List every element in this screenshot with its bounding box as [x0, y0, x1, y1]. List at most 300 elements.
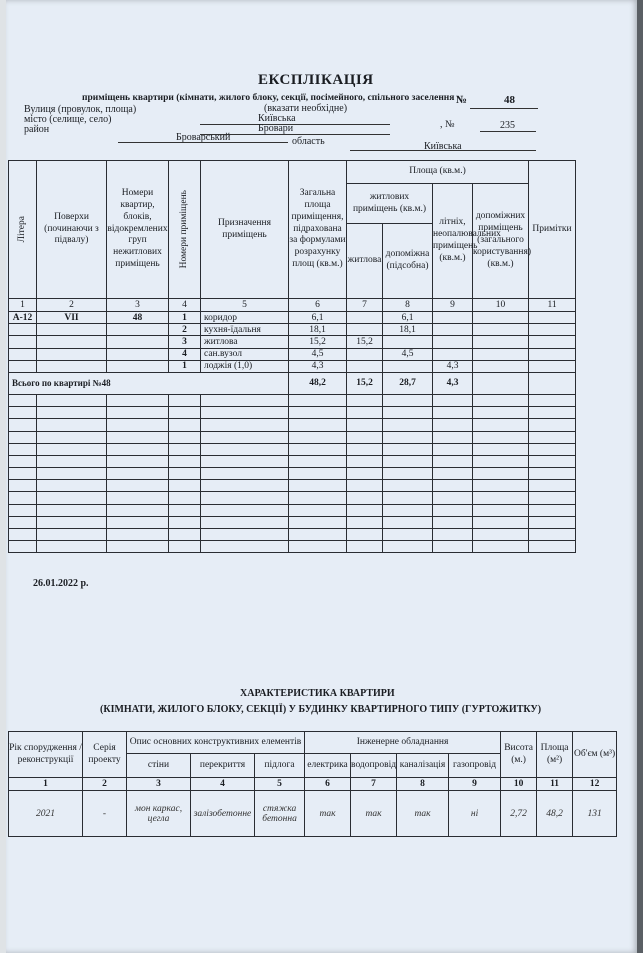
value-slabs: залізобетонне	[191, 791, 255, 837]
col-num: 1	[9, 299, 37, 312]
oblast-value: Київська	[424, 141, 462, 152]
header-area-group: Площа (кв.м.)	[347, 161, 529, 184]
cell-summer: 4,3	[433, 360, 473, 372]
empty-cell	[347, 431, 383, 443]
empty-cell	[201, 529, 289, 541]
empty-cell	[37, 394, 107, 406]
empty-cell	[107, 492, 169, 504]
empty-cell	[383, 468, 433, 480]
empty-cell	[383, 407, 433, 419]
empty-cell	[201, 541, 289, 553]
empty-cell	[37, 516, 107, 528]
cell-aux	[383, 360, 433, 372]
cell-common-aux	[473, 360, 529, 372]
empty-cell	[473, 443, 529, 455]
empty-cell	[9, 443, 37, 455]
empty-cell	[289, 431, 347, 443]
cell-litera	[9, 348, 37, 360]
total-total: 48,2	[289, 372, 347, 394]
empty-cell	[169, 407, 201, 419]
cell-purpose: сан.вузол	[201, 348, 289, 360]
header-notes: Примітки	[529, 161, 576, 299]
cell-living	[347, 348, 383, 360]
table-row	[9, 336, 576, 348]
empty-cell	[289, 492, 347, 504]
cell-floor	[37, 336, 107, 348]
empty-cell	[201, 492, 289, 504]
header-auxiliary: допоміжна (підсобна)	[383, 224, 433, 299]
table-row	[9, 348, 576, 360]
col-num: 8	[383, 299, 433, 312]
cell-common-aux	[473, 372, 529, 394]
empty-cell	[347, 468, 383, 480]
empty-cell	[433, 492, 473, 504]
empty-cell	[433, 504, 473, 516]
empty-row	[9, 394, 576, 406]
empty-cell	[473, 455, 529, 467]
col-num: 12	[573, 778, 617, 791]
empty-cell	[289, 529, 347, 541]
empty-row	[9, 480, 576, 492]
empty-cell	[37, 480, 107, 492]
empty-cell	[107, 394, 169, 406]
empty-cell	[529, 468, 576, 480]
header-volume: Об'єм (м³)	[573, 732, 617, 778]
empty-row	[9, 419, 576, 431]
empty-cell	[37, 431, 107, 443]
empty-cell	[37, 492, 107, 504]
empty-cell	[289, 455, 347, 467]
explication-table	[8, 160, 576, 553]
table-row	[9, 324, 576, 336]
col-num: 10	[473, 299, 529, 312]
characteristics-row	[9, 791, 617, 837]
cell-notes	[529, 312, 576, 324]
cell-living	[347, 324, 383, 336]
cell-living	[347, 312, 383, 324]
cell-room: 4	[169, 348, 201, 360]
cell-aux: 4,5	[383, 348, 433, 360]
empty-cell	[529, 541, 576, 553]
empty-cell	[347, 541, 383, 553]
empty-cell	[473, 504, 529, 516]
empty-cell	[529, 431, 576, 443]
cell-apt	[107, 348, 169, 360]
empty-cell	[383, 492, 433, 504]
empty-cell	[201, 516, 289, 528]
header-floors: Поверхи (починаючи з підвалу)	[37, 161, 107, 299]
empty-cell	[107, 431, 169, 443]
empty-cell	[9, 407, 37, 419]
header-common-aux: допоміжних приміщень (загального користування) (кв.м.)	[473, 184, 529, 299]
empty-cell	[529, 492, 576, 504]
cell-litera	[9, 336, 37, 348]
empty-cell	[347, 504, 383, 516]
cell-apt: 48	[107, 312, 169, 324]
column-number-row-2	[9, 778, 617, 791]
header-gas: газопровід	[449, 754, 501, 778]
empty-cell	[107, 480, 169, 492]
header-room-numbers: Номери приміщень	[169, 161, 201, 299]
empty-cell	[433, 480, 473, 492]
empty-cell	[169, 394, 201, 406]
number-underline	[470, 108, 538, 109]
empty-cell	[347, 516, 383, 528]
cell-purpose: житлова	[201, 336, 289, 348]
cell-litera	[9, 324, 37, 336]
empty-cell	[529, 529, 576, 541]
col-num: 3	[127, 778, 191, 791]
cell-total: 18,1	[289, 324, 347, 336]
empty-cell	[473, 407, 529, 419]
cell-litera	[9, 360, 37, 372]
empty-cell	[37, 455, 107, 467]
empty-cell	[37, 443, 107, 455]
col-num: 2	[37, 299, 107, 312]
empty-cell	[37, 419, 107, 431]
value-height: 2,72	[501, 791, 537, 837]
cell-total: 4,3	[289, 360, 347, 372]
specify-note: (вказати необхідне)	[264, 103, 348, 114]
cell-notes	[529, 336, 576, 348]
empty-cell	[433, 516, 473, 528]
cell-aux: 6,1	[383, 312, 433, 324]
empty-cell	[9, 468, 37, 480]
empty-cell	[107, 407, 169, 419]
total-living: 15,2	[347, 372, 383, 394]
empty-cell	[169, 431, 201, 443]
col-num: 7	[347, 299, 383, 312]
document-title: ЕКСПЛІКАЦІЯ	[258, 72, 374, 88]
empty-cell	[169, 480, 201, 492]
empty-cell	[347, 492, 383, 504]
total-row	[9, 372, 576, 394]
empty-row	[9, 541, 576, 553]
empty-cell	[347, 443, 383, 455]
empty-cell	[9, 480, 37, 492]
empty-cell	[169, 455, 201, 467]
empty-cell	[107, 455, 169, 467]
header-height: Висота (м.)	[501, 732, 537, 778]
empty-cell	[473, 468, 529, 480]
cell-notes	[529, 360, 576, 372]
district-underline	[118, 142, 288, 143]
table-row	[9, 312, 576, 324]
header-purpose: Призначення приміщень	[201, 161, 289, 299]
empty-cell	[473, 541, 529, 553]
empty-cell	[201, 468, 289, 480]
header-living-group: житлових приміщень (кв.м.)	[347, 184, 433, 224]
header-structures: Опис основних конструктивних елементів	[127, 732, 305, 754]
empty-cell	[529, 504, 576, 516]
empty-cell	[347, 455, 383, 467]
empty-cell	[383, 455, 433, 467]
empty-cell	[107, 541, 169, 553]
empty-cell	[383, 431, 433, 443]
city-value: Бровари	[258, 123, 294, 134]
empty-row	[9, 443, 576, 455]
total-summer: 4,3	[433, 372, 473, 394]
header-year: Рік спорудження / реконструкції	[9, 732, 83, 778]
house-number-label: , №	[440, 119, 455, 130]
empty-cell	[107, 443, 169, 455]
value-area: 48,2	[537, 791, 573, 837]
empty-cell	[383, 504, 433, 516]
empty-cell	[107, 516, 169, 528]
empty-row	[9, 468, 576, 480]
value-floor: стяжка бетонна	[255, 791, 305, 837]
empty-cell	[289, 443, 347, 455]
header-total-area: Загальна площа приміщення, підрахована за формулами розрахунку площ (кв.м.)	[289, 161, 347, 299]
cell-total: 4,5	[289, 348, 347, 360]
column-number-row	[9, 299, 576, 312]
col-num: 11	[529, 299, 576, 312]
col-num: 11	[537, 778, 573, 791]
header-electric: електрика	[305, 754, 351, 778]
empty-cell	[289, 407, 347, 419]
empty-cell	[383, 394, 433, 406]
empty-cell	[473, 529, 529, 541]
empty-row	[9, 407, 576, 419]
header-walls: стіни	[127, 754, 191, 778]
cell-summer	[433, 312, 473, 324]
cell-purpose: лоджія (1,0)	[201, 360, 289, 372]
empty-cell	[473, 492, 529, 504]
empty-cell	[433, 541, 473, 553]
empty-cell	[107, 529, 169, 541]
empty-cell	[201, 455, 289, 467]
value-year: 2021	[9, 791, 83, 837]
empty-cell	[433, 407, 473, 419]
empty-cell	[289, 480, 347, 492]
empty-cell	[9, 516, 37, 528]
value-sewer: так	[397, 791, 449, 837]
value-electric: так	[305, 791, 351, 837]
document-date: 26.01.2022 р.	[33, 578, 89, 589]
empty-row	[9, 492, 576, 504]
empty-cell	[9, 529, 37, 541]
empty-cell	[433, 468, 473, 480]
empty-cell	[169, 419, 201, 431]
section2-title: ХАРАКТЕРИСТИКА КВАРТИРИ	[240, 688, 395, 699]
empty-cell	[473, 431, 529, 443]
empty-cell	[529, 407, 576, 419]
empty-cell	[37, 504, 107, 516]
table-row	[9, 360, 576, 372]
empty-cell	[9, 455, 37, 467]
col-num: 6	[289, 299, 347, 312]
col-num: 9	[433, 299, 473, 312]
empty-cell	[473, 516, 529, 528]
col-num: 2	[83, 778, 127, 791]
value-walls: мон каркас, цегла	[127, 791, 191, 837]
cell-floor: VII	[37, 312, 107, 324]
empty-cell	[37, 407, 107, 419]
empty-cell	[529, 419, 576, 431]
empty-cell	[529, 516, 576, 528]
header-litera: Літера	[9, 161, 37, 299]
empty-cell	[529, 480, 576, 492]
empty-cell	[383, 443, 433, 455]
cell-total: 15,2	[289, 336, 347, 348]
characteristics-table	[8, 731, 617, 837]
col-num: 1	[9, 778, 83, 791]
total-aux: 28,7	[383, 372, 433, 394]
house-number-underline	[480, 131, 536, 132]
cell-notes	[529, 348, 576, 360]
empty-cell	[289, 419, 347, 431]
header-floor: підлога	[255, 754, 305, 778]
empty-cell	[169, 516, 201, 528]
cell-aux: 18,1	[383, 324, 433, 336]
cell-floor	[37, 348, 107, 360]
cell-purpose: кухня-їдальня	[201, 324, 289, 336]
district-value: Броварський	[176, 132, 231, 143]
header-slabs: перекриття	[191, 754, 255, 778]
empty-row	[9, 455, 576, 467]
empty-cell	[289, 504, 347, 516]
col-num: 5	[201, 299, 289, 312]
empty-cell	[433, 455, 473, 467]
total-label: Всього по квартирі №48	[9, 372, 289, 394]
empty-cell	[9, 504, 37, 516]
empty-cell	[347, 480, 383, 492]
empty-cell	[383, 480, 433, 492]
empty-row	[9, 516, 576, 528]
house-number-value: 235	[500, 120, 515, 131]
empty-row	[9, 431, 576, 443]
col-num: 8	[397, 778, 449, 791]
col-num: 7	[351, 778, 397, 791]
empty-cell	[289, 516, 347, 528]
empty-cell	[107, 468, 169, 480]
empty-cell	[9, 419, 37, 431]
cell-apt	[107, 360, 169, 372]
empty-cell	[169, 443, 201, 455]
empty-cell	[201, 394, 289, 406]
header-summer: літніх, неопалювальних приміщень (кв.м.)	[433, 184, 473, 299]
cell-floor	[37, 324, 107, 336]
col-num: 10	[501, 778, 537, 791]
empty-cell	[37, 529, 107, 541]
empty-cell	[201, 419, 289, 431]
empty-cell	[169, 504, 201, 516]
empty-cell	[529, 455, 576, 467]
empty-cell	[383, 541, 433, 553]
header-water: водопровід	[351, 754, 397, 778]
cell-common-aux	[473, 312, 529, 324]
oblast-label: область	[292, 136, 325, 147]
section2-subtitle: (КІМНАТИ, ЖИЛОГО БЛОКУ, СЕКЦІЇ) У БУДИНКУ КВАРТИРНОГО ТИПУ (ГУРТОЖИТКУ)	[100, 704, 542, 715]
empty-cell	[289, 468, 347, 480]
header-series: Серія проекту	[83, 732, 127, 778]
empty-cell	[433, 419, 473, 431]
empty-cell	[383, 529, 433, 541]
cell-room: 3	[169, 336, 201, 348]
value-series: -	[83, 791, 127, 837]
empty-cell	[9, 541, 37, 553]
city-label: місто (селище, село)	[24, 114, 112, 125]
cell-apt	[107, 336, 169, 348]
number-label: №	[456, 94, 468, 106]
apartment-number: 48	[504, 94, 515, 106]
empty-cell	[169, 492, 201, 504]
empty-cell	[201, 431, 289, 443]
empty-cell	[473, 394, 529, 406]
empty-cell	[529, 443, 576, 455]
empty-cell	[37, 468, 107, 480]
cell-summer	[433, 336, 473, 348]
col-num: 6	[305, 778, 351, 791]
empty-cell	[201, 443, 289, 455]
col-num: 9	[449, 778, 501, 791]
col-num: 3	[107, 299, 169, 312]
empty-row	[9, 529, 576, 541]
empty-cell	[169, 529, 201, 541]
empty-cell	[289, 541, 347, 553]
empty-cell	[433, 529, 473, 541]
value-gas: ні	[449, 791, 501, 837]
empty-cell	[9, 394, 37, 406]
header-living: житлова	[347, 224, 383, 299]
cell-room: 2	[169, 324, 201, 336]
street-value: Київська	[258, 113, 296, 124]
value-volume: 131	[573, 791, 617, 837]
cell-summer	[433, 348, 473, 360]
empty-cell	[201, 407, 289, 419]
cell-notes	[529, 324, 576, 336]
cell-living: 15,2	[347, 336, 383, 348]
empty-cell	[201, 504, 289, 516]
cell-aux	[383, 336, 433, 348]
cell-apt	[107, 324, 169, 336]
col-num: 5	[255, 778, 305, 791]
empty-cell	[347, 419, 383, 431]
cell-litera: А-12	[9, 312, 37, 324]
district-label: район	[24, 124, 50, 135]
empty-cell	[9, 431, 37, 443]
empty-cell	[433, 443, 473, 455]
street-underline	[200, 124, 390, 125]
empty-cell	[9, 492, 37, 504]
col-num: 4	[169, 299, 201, 312]
empty-cell	[201, 480, 289, 492]
empty-cell	[433, 394, 473, 406]
empty-cell	[383, 516, 433, 528]
empty-cell	[169, 541, 201, 553]
cell-notes	[529, 372, 576, 394]
empty-cell	[473, 480, 529, 492]
empty-cell	[383, 419, 433, 431]
empty-cell	[529, 394, 576, 406]
street-label: Вулиця (провулок, площа)	[24, 104, 137, 115]
empty-row	[9, 504, 576, 516]
empty-cell	[347, 529, 383, 541]
cell-summer	[433, 324, 473, 336]
cell-common-aux	[473, 336, 529, 348]
cell-common-aux	[473, 348, 529, 360]
cell-common-aux	[473, 324, 529, 336]
col-num: 4	[191, 778, 255, 791]
empty-cell	[473, 419, 529, 431]
empty-cell	[169, 468, 201, 480]
cell-living	[347, 360, 383, 372]
empty-cell	[433, 431, 473, 443]
cell-floor	[37, 360, 107, 372]
oblast-underline	[350, 150, 536, 151]
header-area: Площа (м²)	[537, 732, 573, 778]
page-edge	[637, 0, 643, 953]
